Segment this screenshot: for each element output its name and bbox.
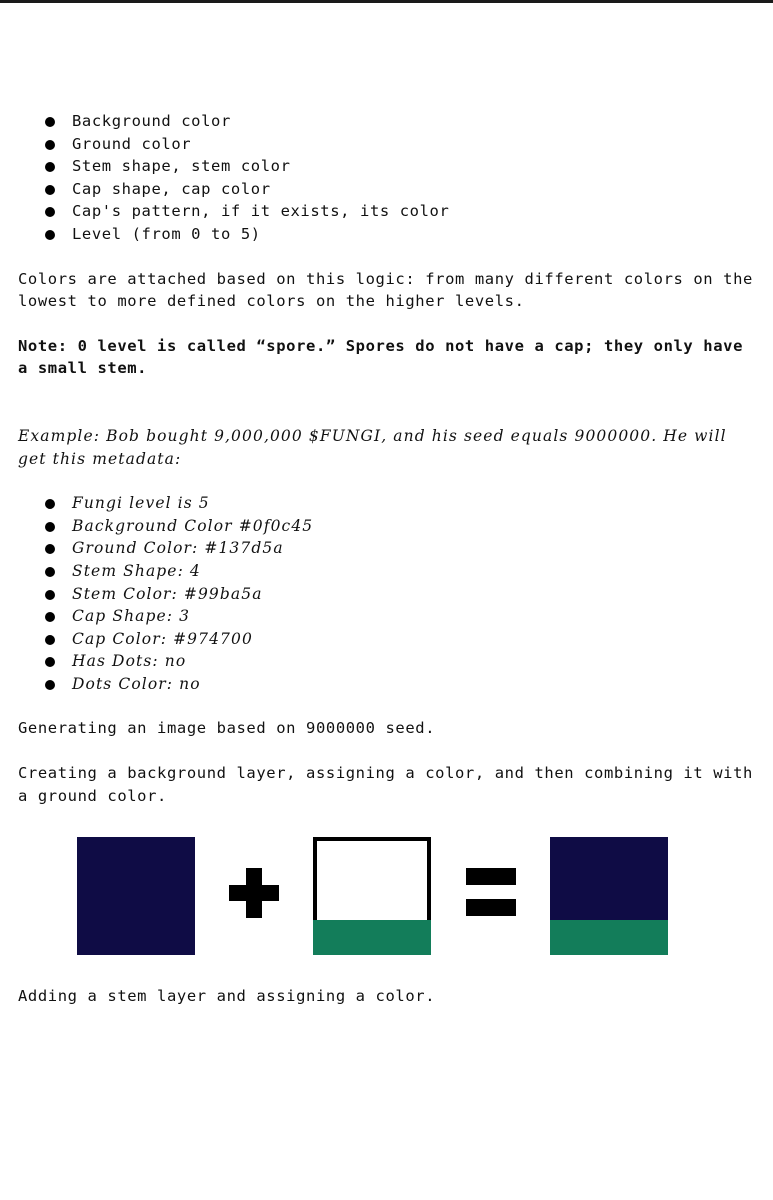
list-item: Stem Color: #99ba5a [18,583,758,606]
list-item: Level (from 0 to 5) [18,223,758,246]
example-paragraph: Example: Bob bought 9,000,000 $FUNGI, and his seed equals 9000000. He will get this metadata: [18,426,727,468]
combined-result-square [550,837,668,955]
note-paragraph: Note: 0 level is called “spore.” Spores do not have a cap; they only have a small stem. [18,336,744,378]
background-layer-square [77,837,195,955]
list-item: Ground color [18,133,758,156]
list-item: Cap's pattern, if it exists, its color [18,200,758,223]
list-item: Background color [18,110,758,133]
list-item: Stem shape, stem color [18,155,758,178]
ground-strip [313,920,431,955]
colors-paragraph: Colors are attached based on this logic: from many different colors on the lowest to more defined colors on the higher levels. [18,269,753,311]
list-item: Cap shape, cap color [18,178,758,201]
layer-combination-illustration [0,837,773,957]
equals-icon [466,868,516,916]
creating-paragraph: Creating a background layer, assigning a color, and then combining it with a ground color. [18,764,753,805]
top-border [0,0,773,3]
result-ground-strip [550,920,668,955]
list-item: Cap Color: #974700 [18,628,758,651]
list-item: Dots Color: no [18,673,758,696]
metadata-list [18,492,758,695]
generating-paragraph: Generating an image based on 9000000 seed. [18,719,436,738]
attributes-list [18,110,758,246]
plus-icon [229,868,279,918]
list-item: Fungi level is 5 [18,492,758,515]
list-item: Ground Color: #137d5a [18,537,758,560]
list-item: Has Dots: no [18,650,758,673]
list-item: Cap Shape: 3 [18,605,758,628]
adding-paragraph: Adding a stem layer and assigning a color. [18,987,436,1005]
list-item: Background Color #0f0c45 [18,515,758,538]
list-item: Stem Shape: 4 [18,560,758,583]
document-body [18,110,758,807]
ground-layer-square [313,837,431,955]
